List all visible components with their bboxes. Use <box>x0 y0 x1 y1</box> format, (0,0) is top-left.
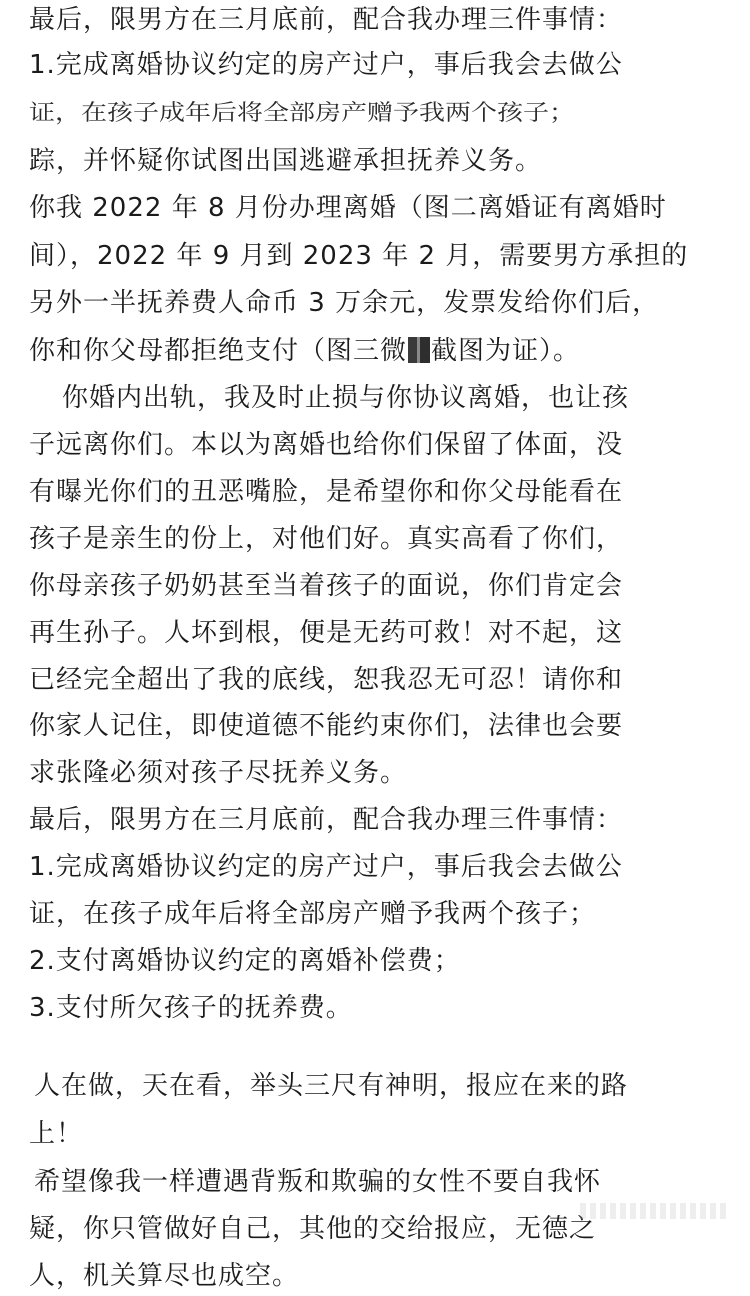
text-line-27: 人，机关算尽也成空。 <box>29 1261 300 1291</box>
text-line-26: 疑，你只管做好自己，其他的交给报应，无德之 <box>29 1214 597 1244</box>
text-line-19: 1.完成离婚协议约定的房产过户，事后我会去做公 <box>29 852 623 882</box>
text-line-8-part-1: 你和你父母都拒绝支付（图三微 <box>29 336 408 366</box>
text-line-9: 你婚内出轨，我及时止损与你协议离婚，也让孩 <box>62 383 630 413</box>
text-line-23: 人在做，天在看，举头三尺有神明，报应在来的路 <box>34 1071 629 1101</box>
text-line-20: 证，在孩子成年后将全部房产赠予我两个孩子； <box>29 899 597 929</box>
text-line-10: 子远离你们。本以为离婚也给你们保留了体面，没 <box>29 430 624 460</box>
text-line-15: 已经完全超出了我的底线，恕我忍无可忍！请你和 <box>29 665 624 695</box>
text-line-5: 你我 2022 年 8 月份办理离婚（图二离婚证有离婚时 <box>29 193 667 223</box>
text-line-8-part-2: 截图为证）。 <box>431 336 581 366</box>
text-line-14: 再生孙子。人坏到根，便是无药可救！对不起，这 <box>29 618 624 648</box>
text-line-24: 上！ <box>29 1119 84 1149</box>
text-line-4: 踪，并怀疑你试图出国逃避承担抚养义务。 <box>29 146 543 176</box>
text-line-21: 2.支付离婚协议约定的离婚补偿费； <box>29 946 461 976</box>
text-line-11: 有曝光你们的丑恶嘴脸，是希望你和你父母能看在 <box>29 477 624 507</box>
text-line-18: 最后，限男方在三月底前，配合我办理三件事情： <box>29 805 624 835</box>
redacted-block <box>408 337 430 363</box>
text-line-12: 孩子是亲生的份上，对他们好。真实高看了你们， <box>29 524 624 554</box>
text-line-8 <box>29 331 580 371</box>
text-line-17: 求张隆必须对孩子尽抚养义务。 <box>29 758 408 788</box>
text-line-2: 1.完成离婚协议约定的房产过户，事后我会去做公 <box>29 50 623 80</box>
text-line-25: 希望像我一样遭遇背叛和欺骗的女性不要自我怀 <box>34 1167 602 1197</box>
text-line-7: 另外一半抚养费人命币 3 万余元，发票发给你们后， <box>29 288 660 318</box>
text-line-1: 最后，限男方在三月底前，配合我办理三件事情： <box>29 5 624 35</box>
text-line-13: 你母亲孩子奶奶甚至当着孩子的面说，你们肯定会 <box>29 571 624 601</box>
text-line-22: 3.支付所欠孩子的抚养费。 <box>29 993 353 1023</box>
watermark <box>580 1203 730 1219</box>
text-line-6: 间），2022 年 9 月到 2023 年 2 月，需要男方承担的 <box>29 241 689 271</box>
text-line-16: 你家人记住，即使道德不能约束你们，法律也会要 <box>29 711 624 741</box>
text-line-3-distorted: 证，在孩子成年后将全部房产赠予我两个孩子； <box>29 100 576 126</box>
